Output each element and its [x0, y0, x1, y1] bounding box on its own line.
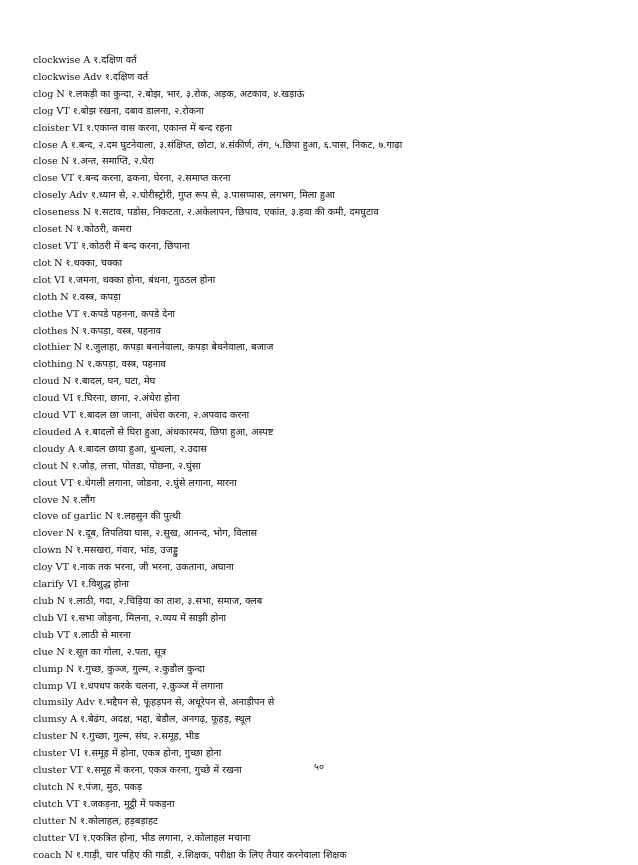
entry-headword: clue N: [33, 646, 65, 658]
entry-headword: clutter VI: [33, 832, 80, 844]
entry-definition: १.दक्षिण वर्त: [104, 71, 149, 83]
entry-definition: १.अन्त, समाप्ति, २.घेरा: [72, 156, 154, 168]
entry-headword: clutter N: [33, 815, 78, 827]
entry-definition: १.कोलाहल, हड़बड़ाहट: [80, 815, 158, 827]
dictionary-entry: [33, 188, 628, 205]
entry-headword: cloudy A: [33, 443, 75, 455]
entry-definition: १.एकत्रित होना, भीड लगाना, २.कोलाहल मचाना: [82, 832, 251, 844]
page-number: ५०: [314, 762, 324, 773]
dictionary-entry: [33, 121, 628, 138]
dictionary-entry: [33, 594, 628, 611]
entry-definition: १.कपड़ा, वस्त्र, पहनाव: [82, 325, 162, 337]
dictionary-entry: [33, 340, 628, 357]
entry-headword: clog VT: [33, 105, 70, 117]
entry-headword: closeness N: [33, 207, 91, 219]
dictionary-entry: [33, 425, 628, 442]
entry-definition: १.बन्द करना, ढकना, घेरना, २.समाप्त करना: [77, 173, 231, 185]
entry-definition: १.समूह में करना, एकत्र करना, गुच्छे में रखना: [86, 765, 242, 777]
dictionary-entry: [33, 104, 628, 121]
entry-headword: close VT: [33, 173, 75, 185]
entry-definition: १.बन्द, २.दम घुटनेवाला, ३.संक्षिप्त, छोटा, ४.संकीर्ण, तंग, ५.छिपा हुआ, ६.पास, निकट, ७.गाढ़ा: [70, 139, 403, 151]
entry-definition: १.जमना, थक्का होना, बंधना, गुठठल होना: [67, 274, 216, 286]
entry-headword: clump N: [33, 663, 75, 675]
entry-headword: cloud VI: [33, 393, 74, 405]
entry-definition: १.सभा जोड़ना, मिलना, २.व्यय में साझी होना: [70, 612, 227, 624]
entry-definition: १.सटाव, पडोस, निकटता, २.अकेलापन, छिपाव, एकांत, ३.हवा की कमी, दमघुटाव: [93, 207, 379, 219]
dictionary-entry: [33, 577, 628, 594]
entry-headword: clothes N: [33, 325, 80, 337]
dictionary-entry: [33, 831, 628, 848]
entry-headword: cluster VI: [33, 748, 81, 760]
entry-headword: cluster N: [33, 731, 79, 743]
dictionary-entry: [33, 628, 628, 645]
entry-headword: closet N: [33, 224, 74, 236]
entry-headword: clump VI: [33, 680, 77, 692]
dictionary-entry: [33, 848, 628, 865]
entry-definition: १.घिरना, छाना, २.अंधेरा होना: [76, 393, 180, 405]
entry-headword: club VT: [33, 629, 71, 641]
entry-definition: १.कपडे पहनना, कपडे देना: [82, 308, 176, 320]
entry-headword: clumsily Adv: [33, 697, 95, 709]
dictionary-entry: [33, 307, 628, 324]
entry-headword: clarify VI: [33, 579, 78, 591]
entry-headword: clot N: [33, 257, 63, 269]
entry-headword: cloy VT: [33, 562, 70, 574]
entry-definition: १.जोड़, लत्ता, पोतडा, पोछना, २.घुंसा: [71, 460, 201, 472]
entry-definition: १.लकड़ी का कुन्दा, २.बोझ, भार, ३.रोक, अड़क, अटकाव, ४.खड़ाऊं: [67, 88, 305, 100]
dictionary-entry: [33, 712, 628, 729]
entry-headword: cloud VT: [33, 410, 76, 422]
dictionary-entry: [33, 171, 628, 188]
entry-definition: १.नाक तक भरना, जी भरना, उकताना, अघाना: [72, 562, 234, 574]
entry-definition: १.गाड़ी, चार पहिए की गाडी, २.शिक्षक, परीक्षा के लिए तैयार करनेवाला शिक्षक: [75, 849, 347, 861]
dictionary-entry: [33, 256, 628, 273]
dictionary-entry: [33, 662, 628, 679]
entry-headword: clouded A: [33, 426, 82, 438]
entry-headword: club N: [33, 596, 66, 607]
entry-headword: cloud N: [33, 376, 71, 388]
entry-headword: close N: [33, 156, 70, 168]
entry-definition: १.थेगली लगाना, जोडना, २.घुंसे लगाना, मारना: [76, 477, 237, 489]
entry-definition: १.गुच्छा, गुल्म, संघ, २.समूह, भीड: [81, 731, 200, 743]
entry-definition: १.थक्का, चक्का: [65, 257, 123, 269]
dictionary-entry: [33, 526, 628, 543]
dictionary-entry: [33, 357, 628, 374]
dictionary-entry: [33, 729, 628, 746]
entry-definition: १.लाठी से मारना: [73, 629, 131, 641]
entry-headword: clutch N: [33, 781, 75, 793]
dictionary-entry: [33, 476, 628, 493]
entry-headword: clockwise Adv: [33, 71, 102, 83]
dictionary-entry: [33, 70, 628, 87]
entry-headword: clown N: [33, 545, 74, 557]
entry-definition: १.लाठी, गदा, २.चिड़िया का ताश, ३.सभा, समाज, क्लब: [68, 596, 263, 607]
entry-definition: १.धपधप करके चलना, २.कुञ्ज में लगाना: [79, 680, 223, 692]
entry-definition: १.जुलाहा, कपड़ा बनानेवाला, कपड़ा बेचनेवाला, बजाज: [85, 342, 274, 354]
dictionary-entry: [33, 560, 628, 577]
entry-definition: १.वस्त्र, कपड़ा: [71, 291, 121, 303]
entry-definition: १.बोझ रखना, दबाव डालना, २.रोकना: [72, 105, 204, 117]
dictionary-entry: [33, 645, 628, 662]
dictionary-entry: [33, 695, 628, 712]
dictionary-entry: [33, 408, 628, 425]
dictionary-entry: [33, 493, 628, 510]
entry-headword: clutch VT: [33, 798, 80, 810]
entry-definition: १.बादल छा जाना, अंधेरा करना, २.अपवाद करना: [78, 410, 250, 422]
entry-list: [33, 53, 628, 865]
entry-headword: clout VT: [33, 477, 74, 489]
entry-definition: १.मसखरा, गंवार, भांड, उजड्डु: [76, 545, 178, 557]
dictionary-entry: [33, 814, 628, 831]
dictionary-entry: [33, 87, 628, 104]
entry-definition: १.भद्दैपन से, फूहड़पन से, अधूरेपन से, अनाड़ीपन से: [97, 697, 275, 709]
dictionary-entry: [33, 391, 628, 408]
entry-headword: club VI: [33, 612, 68, 624]
dictionary-entry: [33, 205, 628, 222]
entry-definition: १.कोठरी, कमरा: [76, 224, 132, 236]
entry-headword: clout N: [33, 460, 69, 472]
entry-definition: १.गुच्छ, कुञ्ज, गुल्म, २.कुडौल कुन्दा: [77, 663, 205, 675]
entry-definition: १.पंजा, मुठ, पकड़: [77, 781, 143, 793]
entry-headword: clove N: [33, 494, 70, 506]
entry-definition: १.सूत का गोला, २.पता, सूत्र: [67, 646, 166, 658]
entry-headword: clumsy A: [33, 714, 78, 726]
dictionary-entry: [33, 239, 628, 256]
entry-headword: coach N: [33, 849, 73, 861]
entry-headword: clot VI: [33, 274, 65, 286]
dictionary-entry: [33, 509, 628, 526]
entry-definition: १.लहसुन की पुत्थी: [116, 511, 181, 523]
entry-headword: closet VT: [33, 240, 79, 252]
dictionary-entry: [33, 53, 628, 70]
dictionary-entry: [33, 290, 628, 307]
entry-headword: clog N: [33, 88, 65, 100]
entry-definition: १.बेढंग, अदक्ष, भद्दा, बेडौल, अनगढ़, फूहड़, स्थूल: [80, 714, 251, 726]
entry-headword: cluster VT: [33, 765, 84, 777]
entry-definition: १.कोठरी में बन्द करना, छिपाना: [81, 240, 190, 252]
dictionary-entry: [33, 611, 628, 628]
dictionary-entry: [33, 222, 628, 239]
dictionary-entry: [33, 273, 628, 290]
entry-definition: १.विशुद्ध होना: [80, 579, 130, 591]
dictionary-entry: [33, 138, 628, 155]
entry-headword: clothe VT: [33, 308, 80, 320]
dictionary-entry: [33, 442, 628, 459]
entry-definition: १.जकड़ना, मुट्ठी में पकड़ना: [82, 798, 175, 810]
dictionary-entry: [33, 154, 628, 171]
entry-headword: clockwise A: [33, 55, 91, 66]
entry-headword: cloister VI: [33, 122, 84, 134]
entry-headword: cloth N: [33, 291, 69, 303]
entry-definition: १.दक्षिण वर्त: [93, 55, 137, 66]
entry-definition: १.दूब, तिपतिया घास, २.सुख, आनन्द, भोग, विलास: [77, 528, 258, 540]
entry-definition: १.कपड़ा, वस्त्र, पहनाव: [87, 359, 166, 371]
dictionary-entry: [33, 797, 628, 814]
entry-headword: closely Adv: [33, 190, 88, 202]
dictionary-entry: [33, 780, 628, 797]
entry-definition: १.लौंग: [72, 494, 96, 506]
dictionary-entry: [33, 459, 628, 476]
entry-definition: १.एकान्त वास करना, एकान्त में बन्द रहना: [86, 122, 233, 134]
entry-definition: १.समूह में होना, एकत्र होना, गुच्छा होना: [83, 748, 222, 760]
entry-definition: १.बादलों से घिरा हुआ, अंधकारमय, छिपा हुआ, अस्पष्ट: [84, 426, 274, 438]
dictionary-entry: [33, 543, 628, 560]
entry-headword: clover N: [33, 528, 75, 540]
entry-definition: १.ध्यान से, २.चोरीस्ट्रोरी, गुप्त रूप से, ३.पासप्पास, लगभग, मिला हुआ: [90, 190, 335, 202]
entry-definition: १.बादल छाया हुआ, धुन्धला, २.उदास: [77, 443, 207, 455]
entry-headword: clothier N: [33, 342, 83, 354]
entry-definition: १.बादल, घन, घटा, मेघ: [73, 376, 156, 388]
dictionary-entry: [33, 374, 628, 391]
dictionary-entry: [33, 679, 628, 696]
entry-headword: close A: [33, 139, 68, 151]
entry-headword: clove of garlic N: [33, 511, 114, 523]
entry-headword: clothing N: [33, 359, 85, 371]
dictionary-entry: [33, 324, 628, 341]
